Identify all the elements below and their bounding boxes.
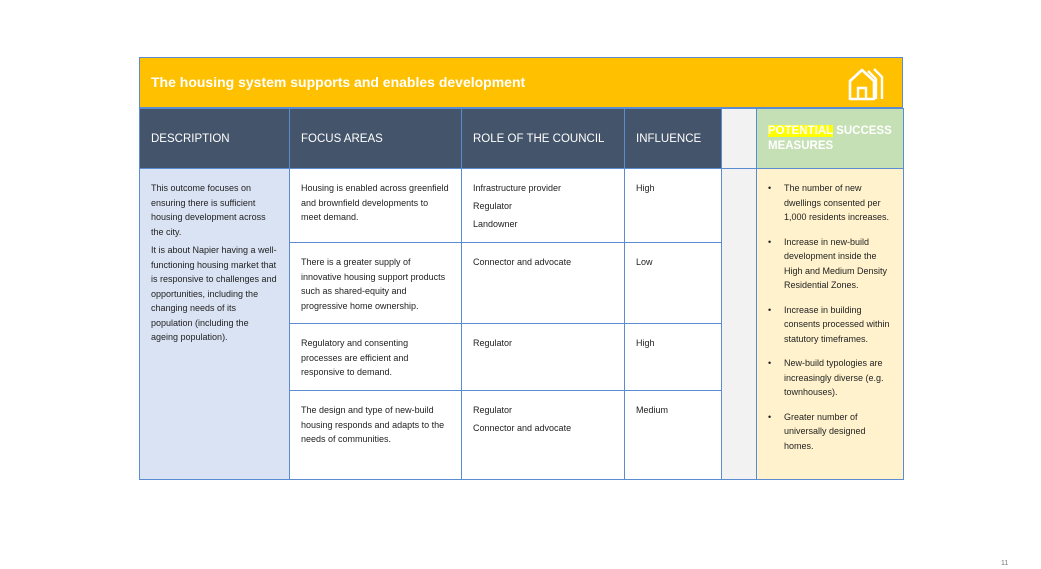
column-header-influence: INFLUENCE (625, 109, 722, 169)
influence-cell: High (625, 169, 722, 243)
role-cell (462, 391, 625, 480)
outcome-title: The housing system supports and enables development (151, 74, 526, 90)
focus-cell: Regulatory and consenting processes are efficient and responsive to demand. (290, 324, 462, 391)
measure-item: • Greater number of universally designed homes. (767, 410, 893, 454)
outcome-banner (139, 57, 903, 108)
measure-item: • Increase in building consents processed within statutory timeframes. (767, 303, 893, 347)
measures-list (767, 181, 893, 453)
measure-item: • Increase in new-build development inside the High and Medium Density Residential Zones. (767, 235, 893, 293)
measures-cell (757, 169, 904, 480)
outcome-slide (139, 57, 903, 479)
description-paragraph: This outcome focuses on ensuring there is sufficient housing development across the city. (151, 183, 266, 237)
column-header-spacer (722, 109, 757, 169)
measure-item: • New-build typologies are increasingly diverse (e.g. townhouses). (767, 356, 893, 400)
role-item: Regulator (473, 405, 513, 415)
role-cell (462, 324, 625, 391)
spacer-column (722, 169, 757, 480)
role-item: Infrastructure provider (473, 183, 562, 193)
measures-header-rest: SUCCESS MEASURES (768, 124, 892, 152)
influence-cell: High (625, 324, 722, 391)
focus-cell: There is a greater supply of innovative housing support products such as shared-equity and progressive home ownership. (290, 243, 462, 324)
influence-cell: Medium (625, 391, 722, 480)
focus-cell: Housing is enabled across greenfield and brownfield developments to meet demand. (290, 169, 462, 243)
column-header-focus-areas: FOCUS AREAS (290, 109, 462, 169)
column-header-measures (757, 109, 904, 169)
header-row (140, 109, 904, 169)
role-cell (462, 243, 625, 324)
role-item: Connector and advocate (473, 423, 572, 433)
column-header-description: DESCRIPTION (140, 109, 290, 169)
page-number: 11 (1001, 560, 1009, 567)
description-paragraph: It is about Napier having a well-functioning housing market that is responsive to challenges and opportunities, including the changing needs of its population (including the ageing population). (151, 245, 277, 342)
table-row (140, 169, 904, 243)
influence-cell: Low (625, 243, 722, 324)
role-item: Connector and advocate (473, 257, 572, 267)
role-cell (462, 169, 625, 243)
role-item: Regulator (473, 201, 513, 211)
column-header-role: ROLE OF THE COUNCIL (462, 109, 625, 169)
measures-highlight: POTENTIAL (768, 124, 833, 137)
role-item: Regulator (473, 338, 513, 348)
outcome-table (139, 108, 904, 480)
description-cell (140, 169, 290, 480)
focus-cell: The design and type of new-build housing responds and adapts to the needs of communities. (290, 391, 462, 480)
measure-item: • The number of new dwellings consented per 1,000 residents increases. (767, 181, 893, 225)
role-item: Landowner (473, 219, 518, 229)
house-icon (846, 65, 888, 101)
